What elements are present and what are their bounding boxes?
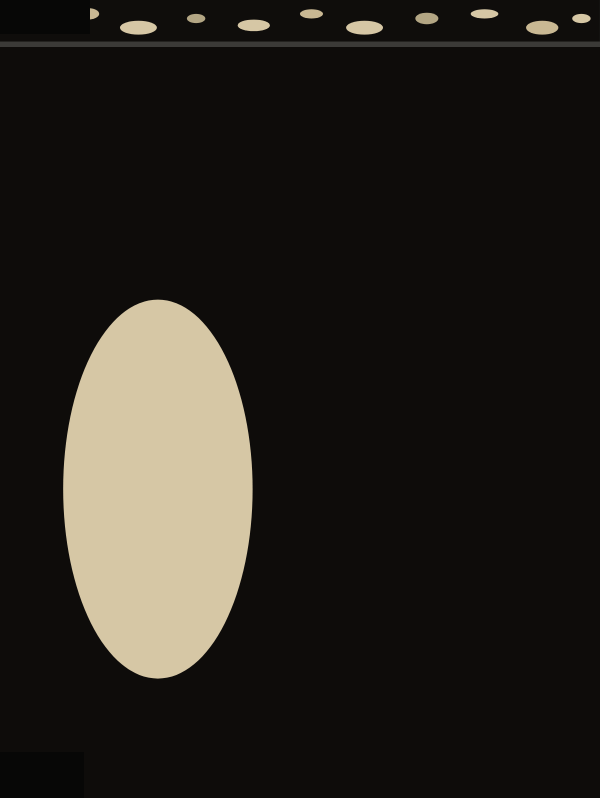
marbled-paper-right-strip — [0, 47, 600, 798]
book-cover-top-edge — [74, 30, 576, 60]
background-void-top-left — [0, 0, 90, 34]
background-void-bottom-left — [0, 752, 84, 798]
